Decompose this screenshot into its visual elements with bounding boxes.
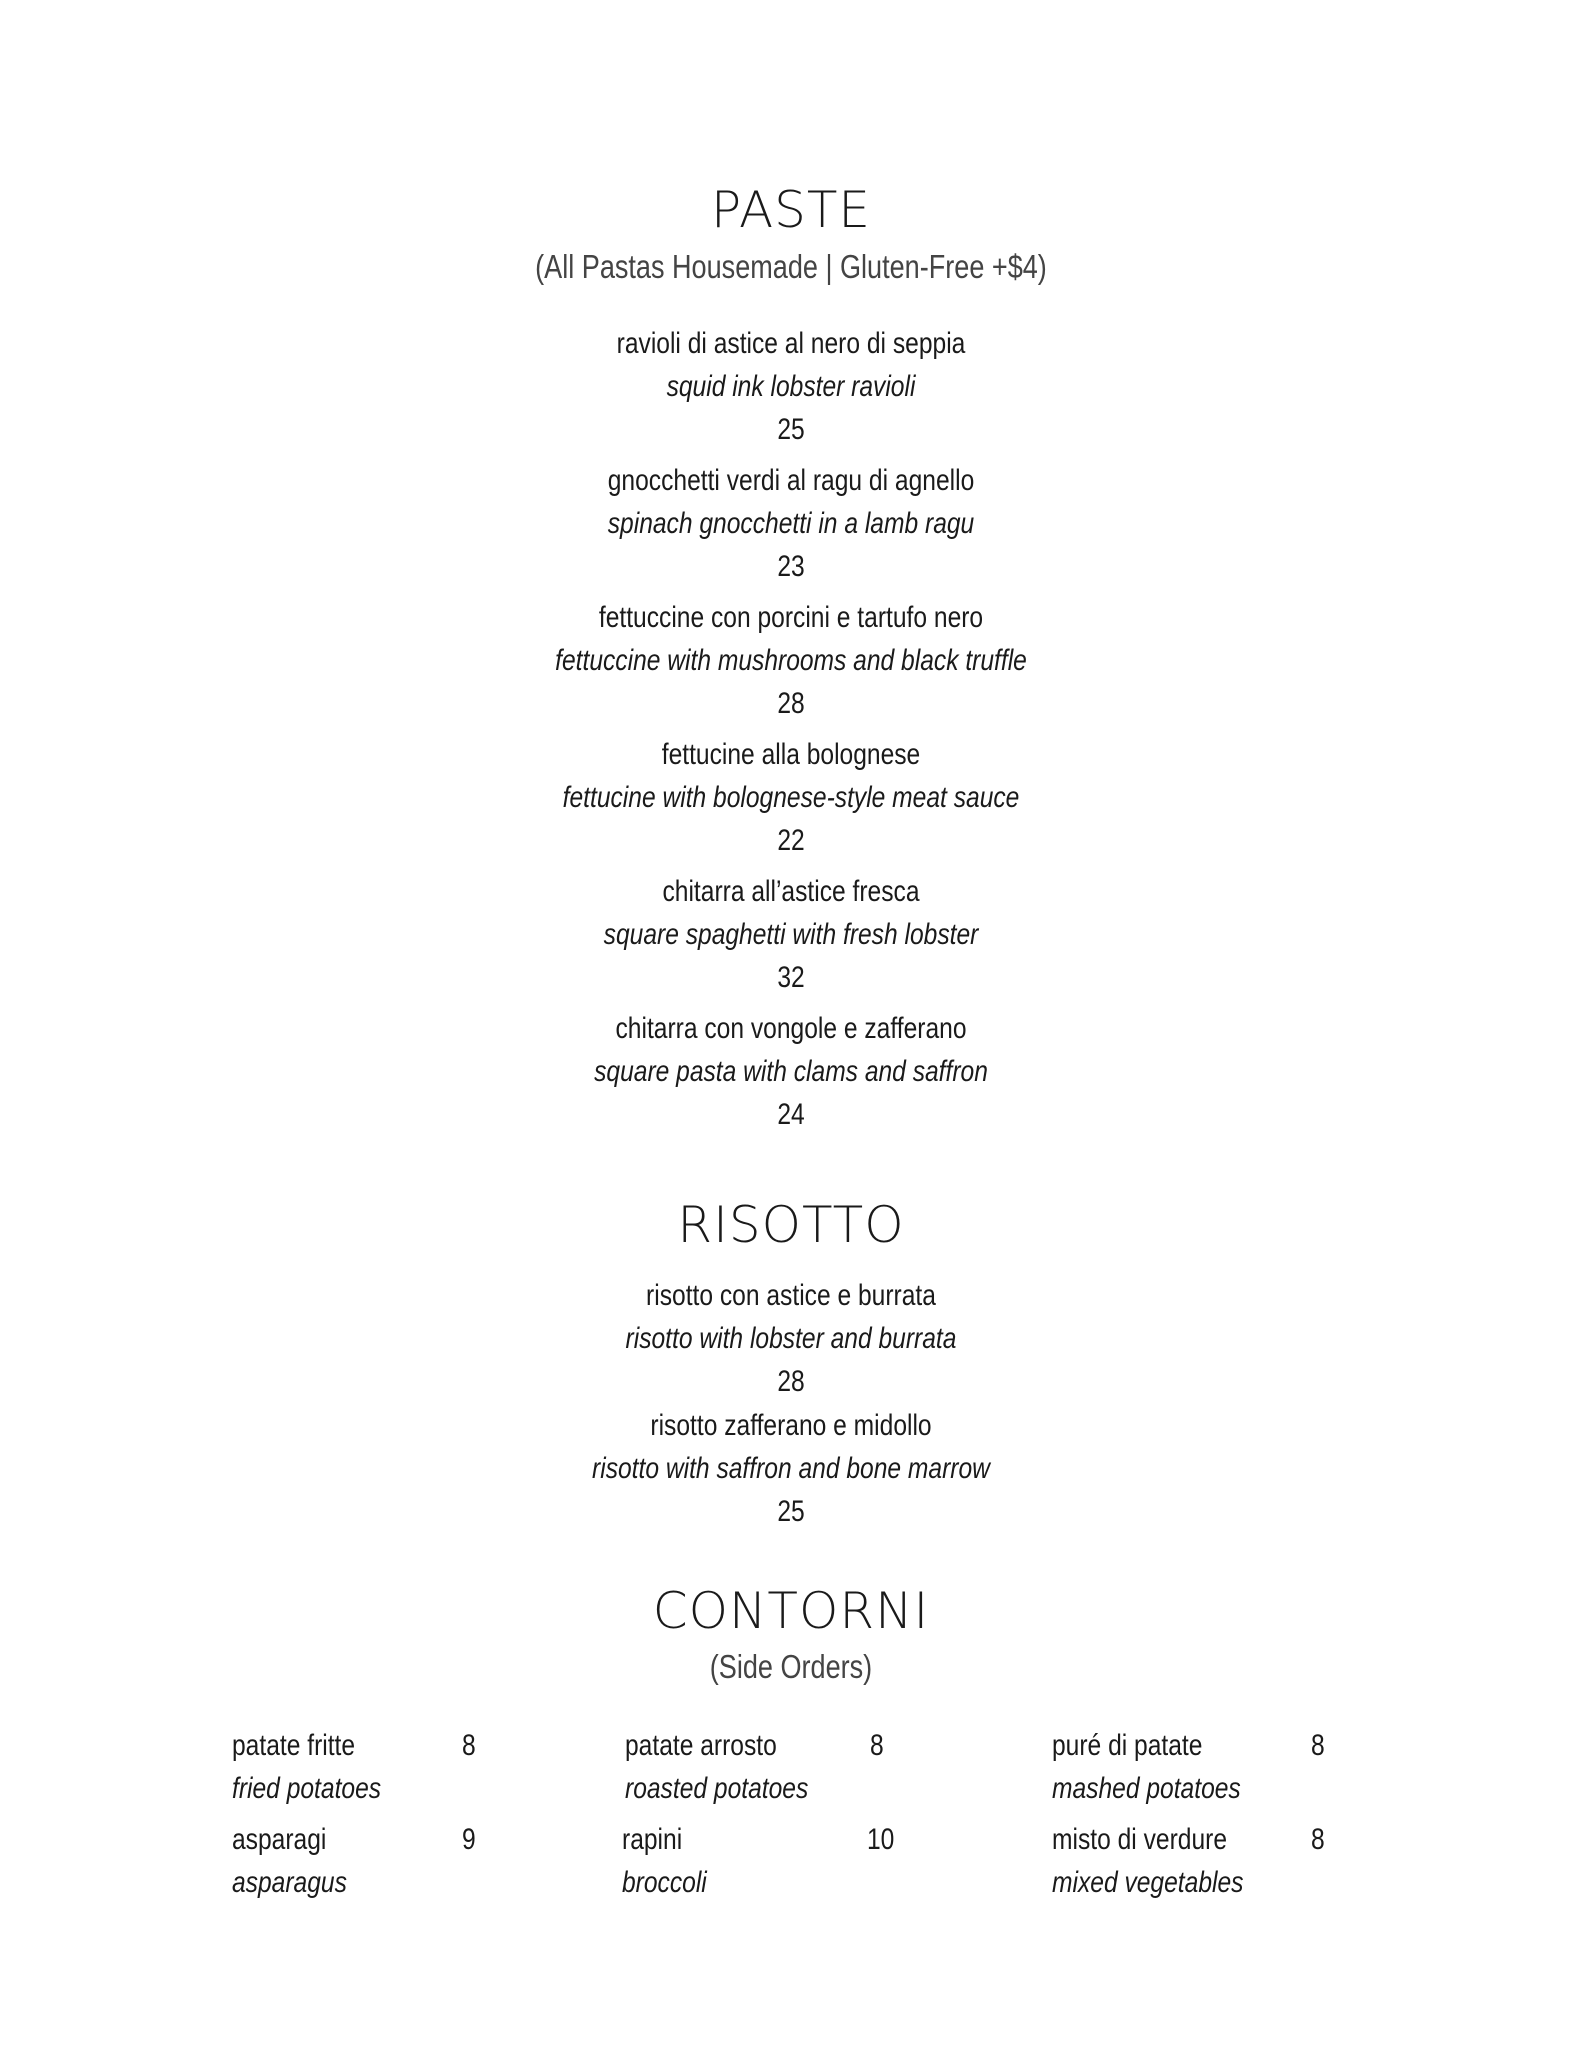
dish-name-english: fettuccine with mushrooms and black truffle bbox=[555, 644, 1027, 677]
dish-name-english: risotto with lobster and burrata bbox=[625, 1322, 957, 1355]
dish-price: 25 bbox=[777, 1495, 805, 1528]
side-item bbox=[232, 1818, 552, 1908]
dish-name-italian: fettucine alla bolognese bbox=[661, 738, 921, 771]
side-price: 9 bbox=[462, 1823, 476, 1856]
risotto-item bbox=[0, 1404, 1582, 1533]
dish-name-english: spinach gnocchetti in a lamb ragu bbox=[607, 507, 975, 540]
side-item bbox=[1052, 1724, 1372, 1814]
dish-price: 28 bbox=[777, 687, 805, 720]
dish-name-italian: ravioli di astice al nero di seppia bbox=[616, 327, 966, 360]
paste-subtitle: (All Pastas Housemade | Gluten-Free +$4) bbox=[535, 248, 1047, 285]
risotto-title: RISOTTO bbox=[677, 1196, 905, 1254]
dish-price: 24 bbox=[777, 1098, 805, 1131]
dish-name-italian: chitarra all’astice fresca bbox=[662, 875, 920, 908]
dish-price: 28 bbox=[777, 1365, 805, 1398]
side-name-english: mixed vegetables bbox=[1052, 1866, 1244, 1899]
dish-price: 23 bbox=[777, 550, 805, 583]
side-name-english: mashed potatoes bbox=[1052, 1772, 1241, 1805]
paste-title: PASTE bbox=[710, 181, 872, 239]
dish-name-english: squid ink lobster ravioli bbox=[666, 370, 916, 403]
dish-price: 25 bbox=[777, 413, 805, 446]
side-name-english: fried potatoes bbox=[232, 1772, 382, 1805]
side-name-english: broccoli bbox=[622, 1866, 707, 1899]
paste-item bbox=[0, 733, 1582, 862]
side-item bbox=[232, 1724, 552, 1814]
dish-name-english: square spaghetti with fresh lobster bbox=[603, 918, 979, 951]
side-price: 8 bbox=[870, 1729, 884, 1762]
paste-item bbox=[0, 322, 1582, 451]
side-name-italian: asparagi bbox=[232, 1823, 327, 1856]
dish-name-english: risotto with saffron and bone marrow bbox=[592, 1452, 990, 1485]
side-price: 8 bbox=[462, 1729, 476, 1762]
paste-item bbox=[0, 459, 1582, 588]
dish-price: 22 bbox=[777, 824, 805, 857]
contorni-subtitle: (Side Orders) bbox=[709, 1648, 873, 1685]
side-item bbox=[625, 1724, 945, 1814]
dish-name-italian: chitarra con vongole e zafferano bbox=[615, 1012, 967, 1045]
paste-item bbox=[0, 1007, 1582, 1136]
risotto-item bbox=[0, 1274, 1582, 1403]
dish-price: 32 bbox=[777, 961, 805, 994]
contorni-title: CONTORNI bbox=[652, 1582, 930, 1640]
side-price: 8 bbox=[1311, 1729, 1325, 1762]
side-item bbox=[1052, 1818, 1372, 1908]
side-name-italian: rapini bbox=[622, 1823, 683, 1856]
side-name-italian: patate fritte bbox=[232, 1729, 356, 1762]
dish-name-english: square pasta with clams and saffron bbox=[594, 1055, 988, 1088]
side-price: 10 bbox=[867, 1823, 895, 1856]
side-name-english: roasted potatoes bbox=[625, 1772, 809, 1805]
side-name-italian: patate arrosto bbox=[625, 1729, 777, 1762]
side-price: 8 bbox=[1311, 1823, 1325, 1856]
dish-name-italian: fettuccine con porcini e tartufo nero bbox=[598, 601, 984, 634]
side-name-italian: puré di patate bbox=[1052, 1729, 1203, 1762]
dish-name-italian: gnocchetti verdi al ragu di agnello bbox=[607, 464, 975, 497]
paste-item bbox=[0, 870, 1582, 999]
side-item bbox=[622, 1818, 942, 1908]
paste-item bbox=[0, 596, 1582, 725]
side-name-english: asparagus bbox=[232, 1866, 347, 1899]
side-name-italian: misto di verdure bbox=[1052, 1823, 1228, 1856]
dish-name-italian: risotto zafferano e midollo bbox=[650, 1409, 932, 1442]
dish-name-italian: risotto con astice e burrata bbox=[646, 1279, 936, 1312]
dish-name-english: fettucine with bolognese-style meat sauce bbox=[562, 781, 1020, 814]
